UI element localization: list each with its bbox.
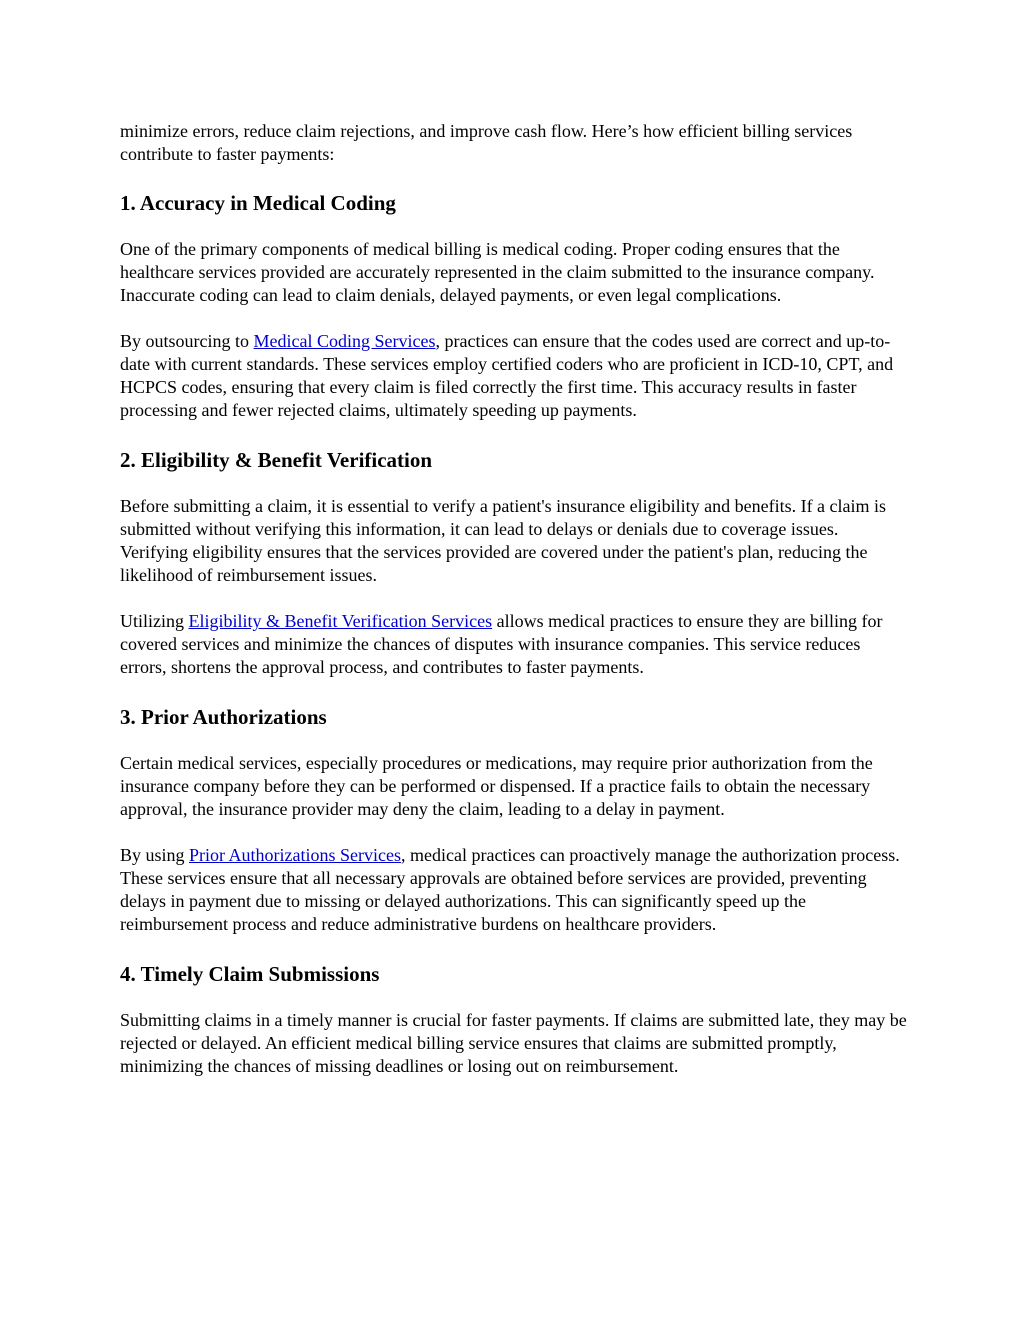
section-heading-timely-claim-submissions: 4. Timely Claim Submissions: [120, 962, 380, 986]
section-paragraph-with-link: [120, 610, 910, 679]
section-heading-medical-coding: 1. Accuracy in Medical Coding: [120, 191, 396, 215]
medical-coding-services-link[interactable]: Medical Coding Services: [253, 331, 436, 351]
section-heading-prior-authorizations: 3. Prior Authorizations: [120, 705, 327, 729]
paragraph-text: Utilizing: [120, 611, 189, 631]
section-paragraph: Certain medical services, especially procedures or medications, may require prior authorization from the insurance company before they can be performed or dispensed. If a practice fails to obtain the necessary approval, the insurance provider may deny the claim, leading to a delay in payment.: [120, 753, 873, 819]
section-paragraph: Before submitting a claim, it is essential to verify a patient's insurance eligibility and benefits. If a claim is submitted without verifying this information, it can lead to delays or denials due to coverage issues. Verifying eligibility ensures that the services provided are covered under the patient's plan, reducing the likelihood of reimbursement issues.: [120, 496, 887, 585]
section-paragraph-with-link: [120, 844, 910, 936]
prior-authorizations-services-link[interactable]: Prior Authorizations Services: [189, 845, 401, 865]
intro-paragraph: minimize errors, reduce claim rejections, and improve cash flow. Here’s how efficient billing services contribute to faster payments:: [120, 121, 853, 164]
section-paragraph: Submitting claims in a timely manner is crucial for faster payments. If claims are submitted late, they may be rejected or delayed. An efficient medical billing service ensures that claims are submitted promptly, minimizing the chances of missing deadlines or losing out on reimbursement.: [120, 1010, 907, 1076]
paragraph-text: By using: [120, 845, 190, 865]
document-page: [120, 120, 910, 1078]
section-heading-eligibility-verification: 2. Eligibility & Benefit Verification: [120, 448, 433, 472]
eligibility-verification-services-link[interactable]: Eligibility & Benefit Verification Services: [188, 611, 493, 631]
paragraph-text: By outsourcing to: [120, 331, 254, 351]
paragraph-text: , medical practices can proactively manage the authorization process. These services ensure that all necessary approvals are obtained before services are provided, preventing delays in payment due to missing or delayed authorizations. This can significantly speed up the reimbursement process and reduce administrative burdens on healthcare providers.: [120, 845, 900, 934]
section-paragraph: One of the primary components of medical billing is medical coding. Proper coding ensures that the healthcare services provided are accurately represented in the claim submitted to the insurance company. Inaccurate coding can lead to claim denials, delayed payments, or even legal complications.: [120, 239, 875, 305]
section-paragraph-with-link: [120, 330, 910, 422]
paragraph-text: , practices can ensure that the codes used are correct and up-to-date with current standards. These services employ certified coders who are proficient in ICD-10, CPT, and HCPCS codes, ensuring that every claim is filed correctly the first time. This accuracy results in faster processing and fewer rejected claims, ultimately speeding up payments.: [120, 331, 894, 420]
paragraph-text: allows medical practices to ensure they are billing for covered services and minimize the chances of disputes with insurance companies. This service reduces errors, shortens the approval process, and contributes to faster payments.: [120, 611, 883, 677]
